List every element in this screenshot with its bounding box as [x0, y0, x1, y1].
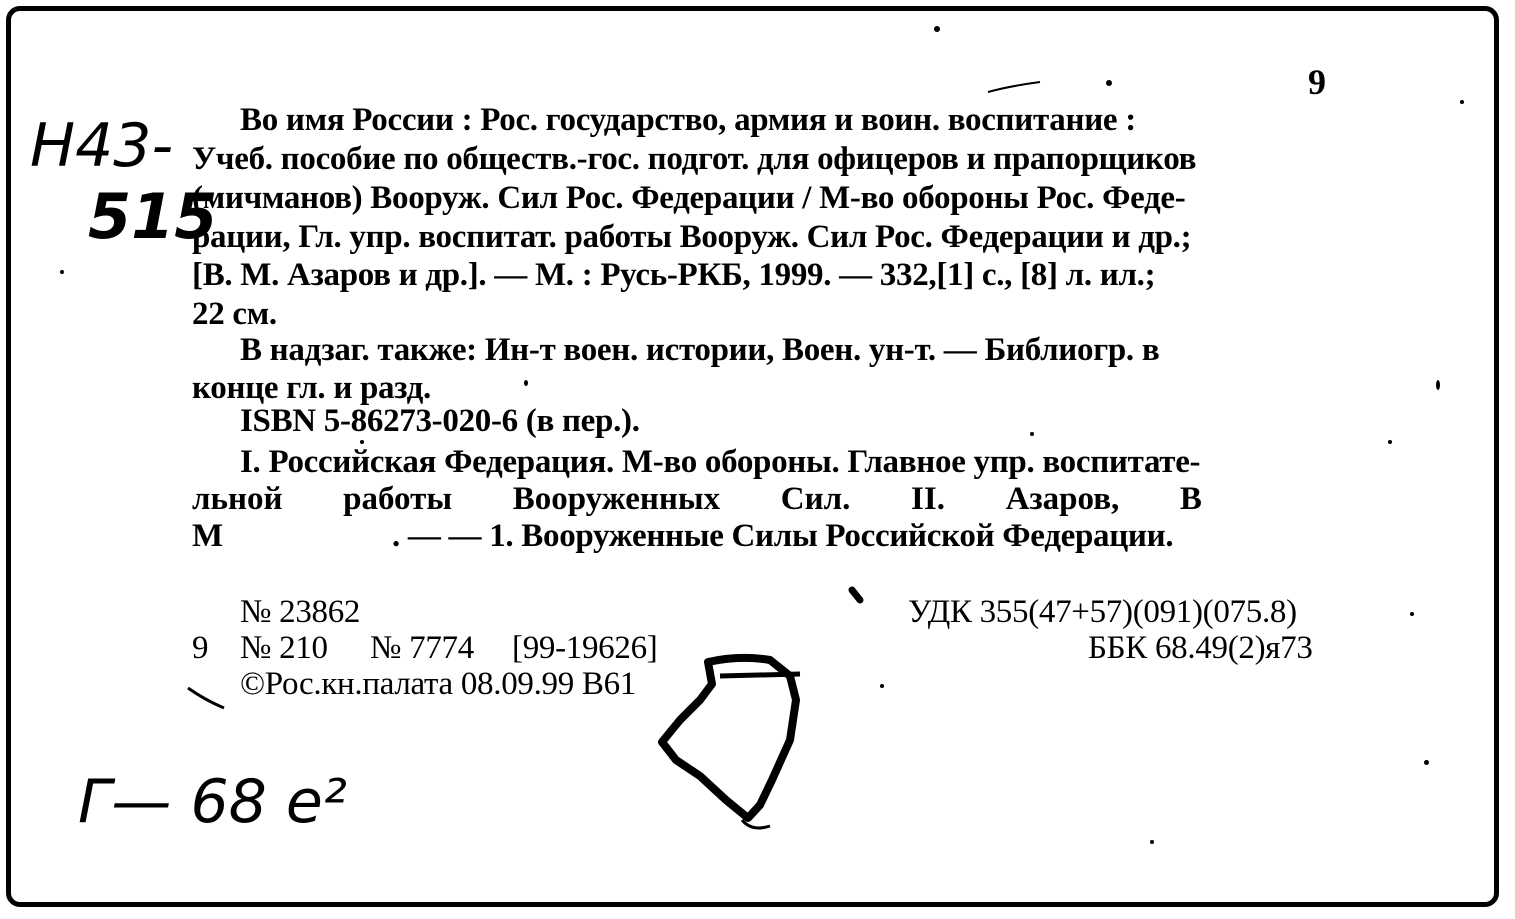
paper-speck	[934, 26, 940, 32]
tracings-word: Вооруженных	[512, 481, 721, 517]
handwritten-shelf-mark: Г— 68 е²	[78, 767, 347, 837]
tracings-word: В	[1179, 481, 1202, 517]
run-number: № 210	[240, 630, 328, 666]
paper-speck	[1424, 760, 1429, 765]
entry-line-3: (мичманов) Вооруж. Сил Рос. Федерации / М-во обороны Рос. Феде-	[192, 180, 1186, 216]
tracings-word: работы	[343, 481, 453, 517]
paper-speck	[1150, 840, 1154, 844]
udc-index: УДК 355(47+57)(091)(075.8)	[908, 594, 1297, 630]
entry-line-5: [В. М. Азаров и др.]. — М. : Русь-РКБ, 1999. — 332,[1] с., [8] л. ил.;	[192, 257, 1156, 293]
tracings-line-3-rest: . — — 1. Вооруженные Силы Российской Федерации.	[392, 518, 1174, 554]
isbn: ISBN 5-86273-020-6 (в пер.).	[240, 403, 640, 439]
handwritten-call-number-line2: 515	[88, 180, 218, 253]
entry-line-1: Во имя России : Рос. государство, армия и воин. воспитание :	[240, 102, 1136, 138]
paper-speck	[524, 380, 528, 386]
paper-speck	[60, 270, 64, 274]
paper-speck	[880, 684, 884, 688]
order-number: [99-19626]	[512, 630, 658, 666]
paper-speck	[1436, 380, 1440, 390]
paper-speck	[1030, 432, 1034, 436]
record-number: № 23862	[240, 594, 361, 630]
tracings-line-1: I. Российская Федерация. М-во обороны. Главное упр. воспитате-	[240, 444, 1201, 480]
entry-line-2: Учеб. пособие по обществ.-гос. подгот. для офицеров и прапорщиков	[192, 141, 1197, 177]
card-number: № 7774	[370, 630, 474, 666]
tracings-word: Азаров,	[1005, 481, 1120, 517]
footer-row2-prefix: 9	[192, 630, 209, 666]
paper-speck	[360, 440, 364, 444]
bbk-index: ББК 68.49(2)я73	[1088, 630, 1313, 666]
book-chamber-stamp: ©Рос.кн.палата 08.09.99 В61	[240, 666, 637, 702]
tracings-line-3-start: М	[192, 518, 223, 554]
paper-speck	[1460, 100, 1464, 104]
note-line-2: конце гл. и разд.	[192, 370, 431, 406]
page-number: 9	[1308, 62, 1326, 102]
entry-line-4: рации, Гл. упр. воспитат. работы Вооруж. Сил Рос. Федерации и др.;	[192, 219, 1192, 255]
paper-speck	[1410, 612, 1414, 616]
entry-line-6: 22 см.	[192, 296, 277, 332]
handwritten-call-number-line1: Н43-	[30, 111, 174, 181]
paper-speck	[1106, 80, 1112, 86]
tracings-word: II.	[911, 481, 945, 517]
paper-speck	[1388, 440, 1392, 444]
tracings-word: Сил.	[780, 481, 851, 517]
tracings-word: льной	[192, 481, 283, 517]
note-line-1: В надзаг. также: Ин-т воен. истории, Воен. ун-т. — Библиогр. в	[240, 332, 1160, 368]
